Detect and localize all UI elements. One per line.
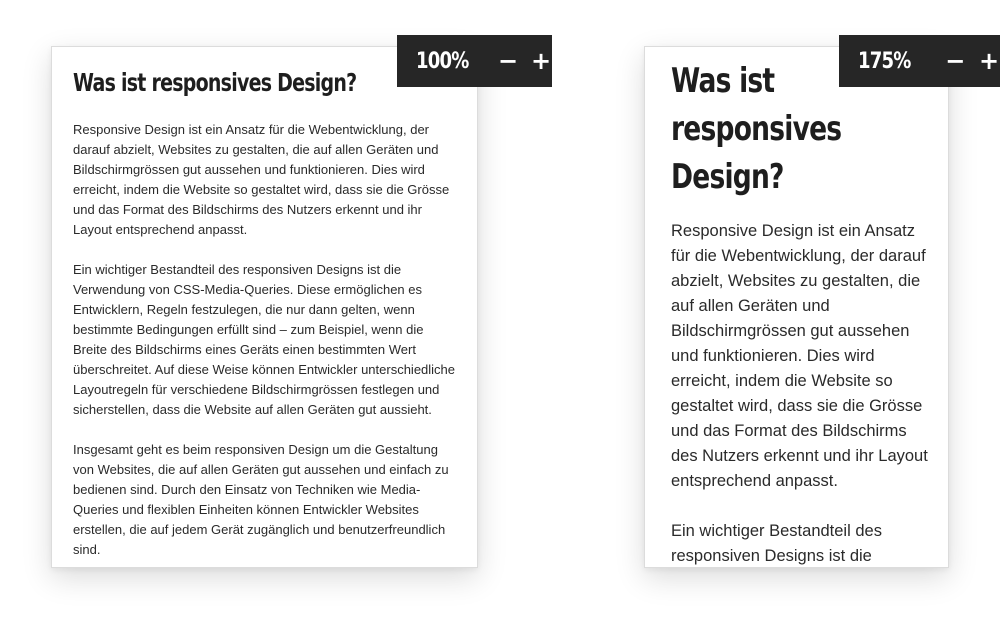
zoom-level: 175%: [858, 48, 911, 74]
zoom-toolbar: [839, 35, 1000, 87]
zoom-level: 100%: [416, 48, 469, 74]
minus-icon: −: [497, 47, 519, 75]
minus-icon: −: [945, 47, 966, 75]
zoom-in-button[interactable]: [530, 35, 552, 87]
zoom-toolbar: [397, 35, 552, 87]
preview-panel-175: [644, 46, 949, 568]
zoom-in-button[interactable]: [978, 35, 1000, 87]
article-heading: Was ist responsives Design?: [73, 68, 357, 97]
article-paragraph: Responsive Design ist ein Ansatz für die Webentwicklung, der darauf abzielt, Websites zu gestalten, die auf allen Geräten und Bildschirmgrössen gut aussehen und funktionieren. Dies wird erreicht, indem die Website so gestaltet wird, dass sie die Grösse und das Format des Bildschirms des Nutzers erkennt und ihr Layout entsprechend anpasst.: [73, 122, 450, 237]
article-paragraph: Responsive Design ist ein Ansatz für die Webentwicklung, der darauf abzielt, Websites zu gestalten, die auf allen Geräten und Bildschirmgrössen gut aussehen und funktionieren. Dies wird erreicht, indem die Website so gestaltet wird, dass sie die Grösse und das Format des Bildschirms des Nutzers erkennt und ihr Layout entsprechend anpasst.: [671, 222, 928, 490]
preview-panel-100: [51, 46, 478, 568]
article-paragraph: Insgesamt geht es beim responsiven Design um die Gestaltung von Websites, die auf allen Geräten gut aussehen und einfach zu bedienen sind. Durch den Einsatz von Techniken wie Media-Queries und flexiblen Einheiten können Entwickler Websites erstellen, die auf jedem Gerät zugänglich und benutzerfreundlich sind.: [73, 442, 449, 557]
article-content: [671, 57, 931, 568]
article-paragraph: Ein wichtiger Bestandteil des responsiven Designs ist die Verwendung von CSS-Media-Queries. Diese ermöglichen es Entwicklern, Regeln festzulegen, die nur dann gelten, wenn bestimmte Bedingungen erfüllt sind – zum Beispiel, wenn die Breite des Bildschirms eines Geräts einen bestimmten Wert überschreitet. Auf diese Weise können Entwickler unterschiedliche Layoutregeln für verschiedene Bildschirmgrössen festlegen und sicherstellen, dass die Website auf allen Geräten gut aussieht.: [73, 262, 456, 417]
article-heading: Was ist responsives Design?: [671, 61, 842, 197]
zoom-out-button[interactable]: [497, 35, 519, 87]
article-content: [73, 63, 461, 560]
zoom-out-button[interactable]: [944, 35, 966, 87]
article-paragraph: Ein wichtiger Bestandteil des responsiven Designs ist die: [671, 522, 882, 565]
plus-icon: +: [530, 47, 552, 75]
plus-icon: +: [979, 47, 1000, 75]
